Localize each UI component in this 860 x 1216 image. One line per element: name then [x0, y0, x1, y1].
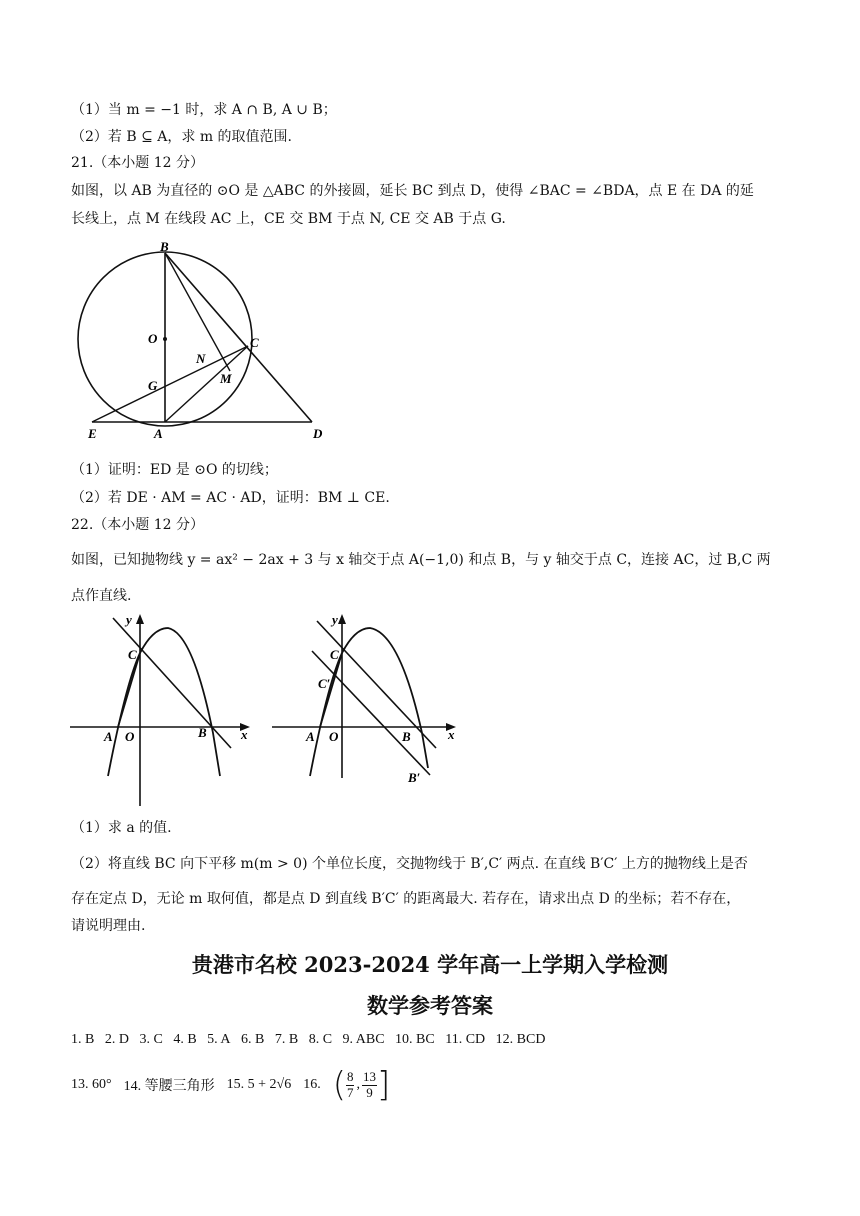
fig22a-label-c: C — [128, 647, 137, 662]
answer-7: 7. B — [274, 1032, 299, 1047]
fig21-label-d: D — [313, 426, 323, 441]
fig21-label-m: M — [220, 371, 232, 386]
fraction-13-9: $\frac{13}{9}$ — [362, 1068, 376, 1100]
fig22a-label-o: O — [125, 729, 135, 744]
q22-header: 22.（本小题 12 分） — [71, 517, 204, 533]
fig22b-label-o: O — [329, 729, 339, 744]
fig21-label-g: G — [148, 378, 158, 393]
fig22b-label-x: x — [448, 727, 455, 742]
answer-8: 8. C — [308, 1032, 333, 1047]
fig22b-label-y: y — [332, 612, 338, 627]
close-bracket: ] — [376, 1065, 391, 1105]
q21-header: 21.（本小题 12 分） — [71, 155, 204, 171]
multiple-choice-answers — [71, 1032, 552, 1048]
fig22b-label-c: C — [330, 647, 339, 662]
q22-part2-line3: 请说明理由. — [71, 918, 146, 934]
answer-10: 10. BC — [395, 1032, 435, 1047]
fig21-label-e: E — [88, 426, 97, 441]
answer-12: 12. BCD — [495, 1032, 546, 1047]
q21-part2: （2）若 DE · AM = AC · AD，证明：BM ⊥ CE. — [71, 490, 390, 506]
open-paren: ( — [332, 1065, 346, 1105]
q21-part1: （1）证明：ED 是 ⊙O 的切线； — [71, 462, 278, 478]
answer-4: 4. B — [173, 1032, 197, 1047]
answer-section-subtitle: 数学参考答案 — [367, 993, 493, 1018]
fig22a-label-b: B — [198, 725, 207, 740]
q21-text-line1: 如图，以 AB 为直径的 ⊙O 是 △ABC 的外接圆，延长 BC 到点 D，使得 ∠BAC = ∠BDA，点 E 在 DA 的延 — [71, 183, 754, 199]
answer-6: 6. B — [241, 1032, 265, 1047]
fig22a-label-a: A — [104, 729, 113, 744]
q22-part1: （1）求 a 的值. — [71, 820, 172, 836]
q21-text-line2: 长线上，点 M 在线段 AC 上，CE 交 BM 于点 N, CE 交 AB 于点 G. — [71, 211, 506, 227]
q20-part2: （2）若 B ⊆ A，求 m 的取值范围. — [71, 129, 293, 145]
fig22b-label-b: B — [402, 729, 411, 744]
answer-1: 1. B — [71, 1032, 95, 1047]
q21-circle-figure — [70, 238, 340, 443]
q22-text-line1: 如图，已知抛物线 y = ax² − 2ax + 3 与 x 轴交于点 A(−1,0) 和点 B，与 y 轴交于点 C，连接 AC，过 B,C 两 — [71, 552, 771, 568]
fig21-label-o: O — [148, 331, 158, 346]
answer-14: 14. 等腰三角形 — [123, 1079, 215, 1094]
answer-16-interval: ( $\frac{8}{7}$ , $\frac{13}{9}$ ] — [332, 1065, 391, 1105]
fig22a-label-y: y — [126, 612, 132, 627]
answer-13: 13. 60° — [71, 1077, 112, 1092]
answer-16-label: 16. — [303, 1077, 321, 1092]
fig21-label-b: B — [160, 239, 169, 254]
fig21-label-n: N — [196, 351, 206, 366]
answer-2: 2. D — [104, 1032, 129, 1047]
answer-section-title: 贵港市名校 2023-2024 学年高一上学期入学检测 — [191, 952, 669, 977]
answer-9: 9. ABC — [342, 1032, 385, 1047]
q22-part2-line1: （2）将直线 BC 向下平移 m(m > 0) 个单位长度，交抛物线于 B′,C′ 两点. 在直线 B′C′ 上方的抛物线上是否 — [71, 856, 748, 872]
fill-in-answers — [71, 1065, 402, 1105]
answer-15: 15. 5 + 2√6 — [226, 1077, 292, 1092]
fig22a-label-x: x — [241, 727, 248, 742]
q22-part2-line2: 存在定点 D，无论 m 取何值，都是点 D 到直线 B′C′ 的距离最大. 若存在，请求出点 D 的坐标；若不存在， — [71, 891, 741, 907]
fig22b-label-b-prime: B′ — [408, 770, 421, 785]
q22-text-line2: 点作直线. — [71, 588, 132, 604]
q22-parabola-figure-2 — [270, 608, 465, 788]
q20-part1: （1）当 m = −1 时，求 A ∩ B, A ∪ B； — [71, 102, 337, 118]
fig22b-label-c-prime: C′ — [318, 676, 331, 691]
answer-11: 11. CD — [445, 1032, 486, 1047]
answer-3: 3. C — [139, 1032, 163, 1047]
q22-parabola-figure-1 — [68, 608, 258, 813]
fig21-label-a: A — [154, 426, 163, 441]
fraction-8-7: $\frac{8}{7}$ — [346, 1068, 354, 1100]
answer-5: 5. A — [207, 1032, 231, 1047]
fig21-label-c: C — [250, 335, 259, 350]
fig22b-label-a: A — [306, 729, 315, 744]
